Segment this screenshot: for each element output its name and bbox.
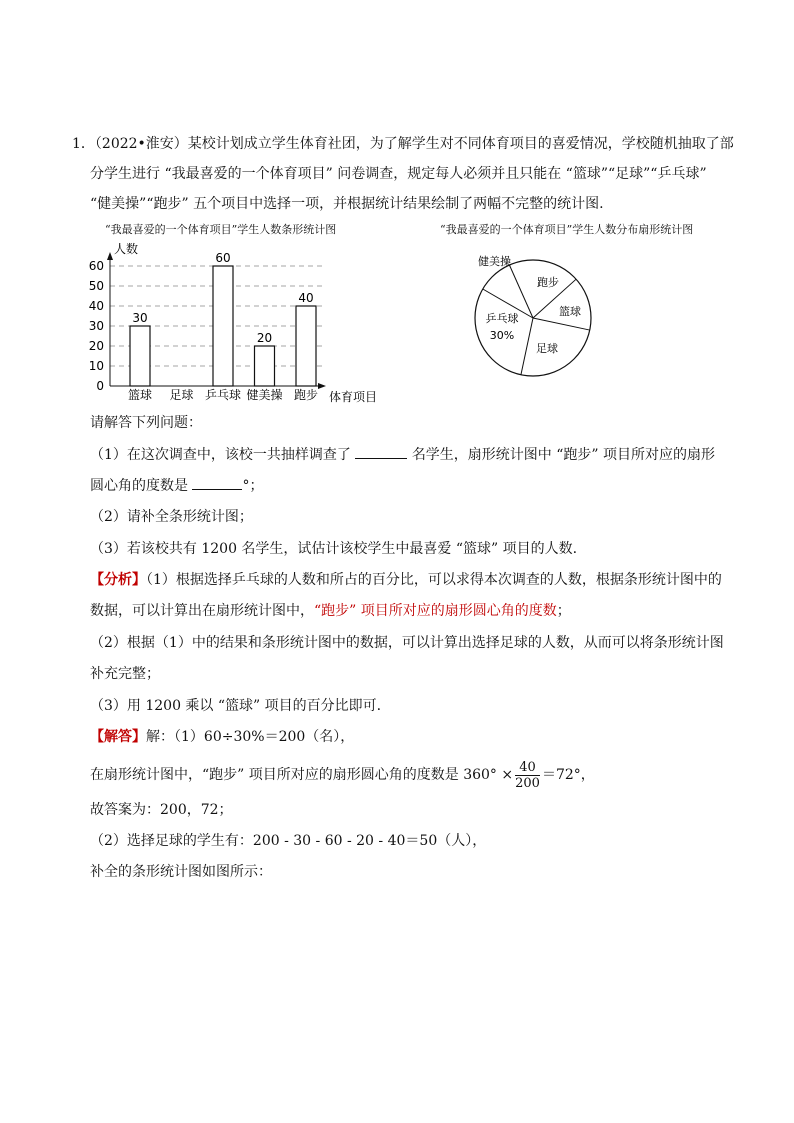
answer-text-1: 解：（1）60÷30%＝200（名），	[146, 729, 355, 745]
question-line-2: 分学生进行 “我最喜爱的一个体育项目” 问卷调查，规定每人必须并且只能在 “篮球”“足球”“乒乓球”	[90, 166, 707, 182]
question-text-1: （2022•淮安）某校计划成立学生体育社团，为了解学生对不同体育项目的喜爱情况，学校随机抽取了部	[94, 136, 734, 152]
bar-data-label: 40	[298, 291, 314, 305]
pie-label: 足球	[536, 342, 558, 355]
bar-2	[213, 266, 233, 386]
part-1-line-1	[90, 444, 715, 465]
pie-percent-label: 30%	[489, 329, 515, 342]
pie-label: 健美操	[478, 255, 511, 268]
bar-0	[130, 326, 150, 386]
analysis-line-4: 补充完整；	[90, 666, 160, 682]
bar-chart-xlabel: 体育项目	[329, 390, 378, 404]
answer-line-1	[90, 727, 354, 747]
part-2-text: （2）请补全条形统计图；	[90, 509, 253, 525]
analysis-line-3: （2）根据（1）中的结果和条形统计图中的数据，可以计算出选择足球的人数，从而可以将条形统计图	[90, 635, 724, 651]
bar-chart-title: “我最喜爱的一个体育项目”学生人数条形统计图	[105, 223, 337, 236]
x-tick-label: 乒乓球	[204, 388, 242, 402]
part-3-text: （3）若该校共有 1200 名学生，试估计该校学生中最喜爱 “篮球” 项目的人数.	[90, 541, 578, 557]
x-tick-label: 跑步	[293, 388, 319, 402]
y-axis-arrow	[107, 252, 113, 260]
fraction-40-over-200	[515, 760, 540, 791]
bar-chart	[84, 236, 394, 408]
bar-data-label: 60	[215, 251, 231, 265]
analysis-text-2: 数据，可以计算出在扇形统计图中，“跑步” 项目所对应的扇形圆心角的度数；	[90, 603, 571, 619]
y-tick-label: 60	[88, 259, 104, 273]
analysis-line-2	[90, 601, 571, 621]
answer-line-2	[90, 758, 595, 792]
x-axis-arrow	[318, 383, 326, 389]
analysis-line-1	[90, 570, 722, 590]
question-line-3: “健美操”“跑步” 五个项目中选择一项，并根据统计结果绘制了两幅不完整的统计图.	[90, 196, 604, 212]
pie-label: 篮球	[559, 305, 581, 318]
part-1-text-d: °；	[242, 478, 264, 494]
analysis-line-5: （3）用 1200 乘以 “篮球” 项目的百分比即可.	[90, 698, 382, 714]
pie-chart-title: “我最喜爱的一个体育项目”学生人数分布扇形统计图	[440, 223, 694, 236]
answer-blank-students[interactable]	[355, 444, 407, 459]
x-tick-label: 篮球	[127, 388, 153, 402]
y-tick-label: 10	[88, 359, 104, 373]
analysis-text-1: （1）根据选择乒乓球的人数和所占的百分比，可以求得本次调查的人数，根据条形统计图中的	[146, 572, 722, 588]
fraction-numerator: 40	[515, 760, 540, 776]
bar-3	[255, 346, 275, 386]
answer-line-3: 故答案为：200，72；	[90, 802, 233, 818]
answer-line-5: 补全的条形统计图如图所示：	[90, 864, 272, 880]
part-1-line-2	[90, 475, 263, 496]
analysis-highlight: “跑步” 项目所对应的扇形圆心角的度数	[314, 603, 557, 619]
x-tick-label: 健美操	[246, 388, 283, 402]
y-tick-label: 20	[88, 339, 104, 353]
answer-tag: 【解答】	[90, 729, 146, 745]
pie-chart	[470, 248, 620, 384]
analysis-tag: 【分析】	[90, 572, 146, 588]
y-tick-label: 50	[88, 279, 104, 293]
pie-label: 跑步	[537, 276, 559, 289]
bar-data-label: 20	[256, 331, 273, 345]
answer-blank-angle[interactable]	[192, 475, 242, 490]
y-tick-label: 30	[88, 319, 104, 333]
bar-chart-ylabel: 人数	[114, 242, 139, 256]
part-1-text-c: 圆心角的度数是	[90, 478, 188, 494]
pie-label: 乒乓球	[485, 312, 519, 325]
prompt-text: 请解答下列问题：	[90, 415, 202, 431]
question-line-1	[72, 134, 734, 154]
bar-4	[296, 306, 316, 386]
y-tick-label: 40	[88, 299, 104, 313]
answer-line-4: （2）选择足球的学生有：200 - 30 - 60 - 20 - 40＝50（人），	[90, 833, 487, 849]
answer-text-2b: ＝72°，	[541, 767, 595, 783]
y-tick-label: 0	[96, 379, 104, 393]
part-1-text-a: （1）在这次调查中，该校一共抽样调查了	[90, 447, 351, 463]
question-number: 1．	[72, 136, 95, 152]
fraction-denominator: 200	[515, 775, 540, 791]
answer-text-2a: 在扇形统计图中，“跑步” 项目所对应的扇形圆心角的度数是 360° ×	[90, 767, 514, 783]
part-1-text-b: 名学生，扇形统计图中 “跑步” 项目所对应的扇形	[411, 447, 716, 463]
x-tick-label: 足球	[169, 388, 194, 402]
bar-data-label: 30	[132, 311, 148, 325]
